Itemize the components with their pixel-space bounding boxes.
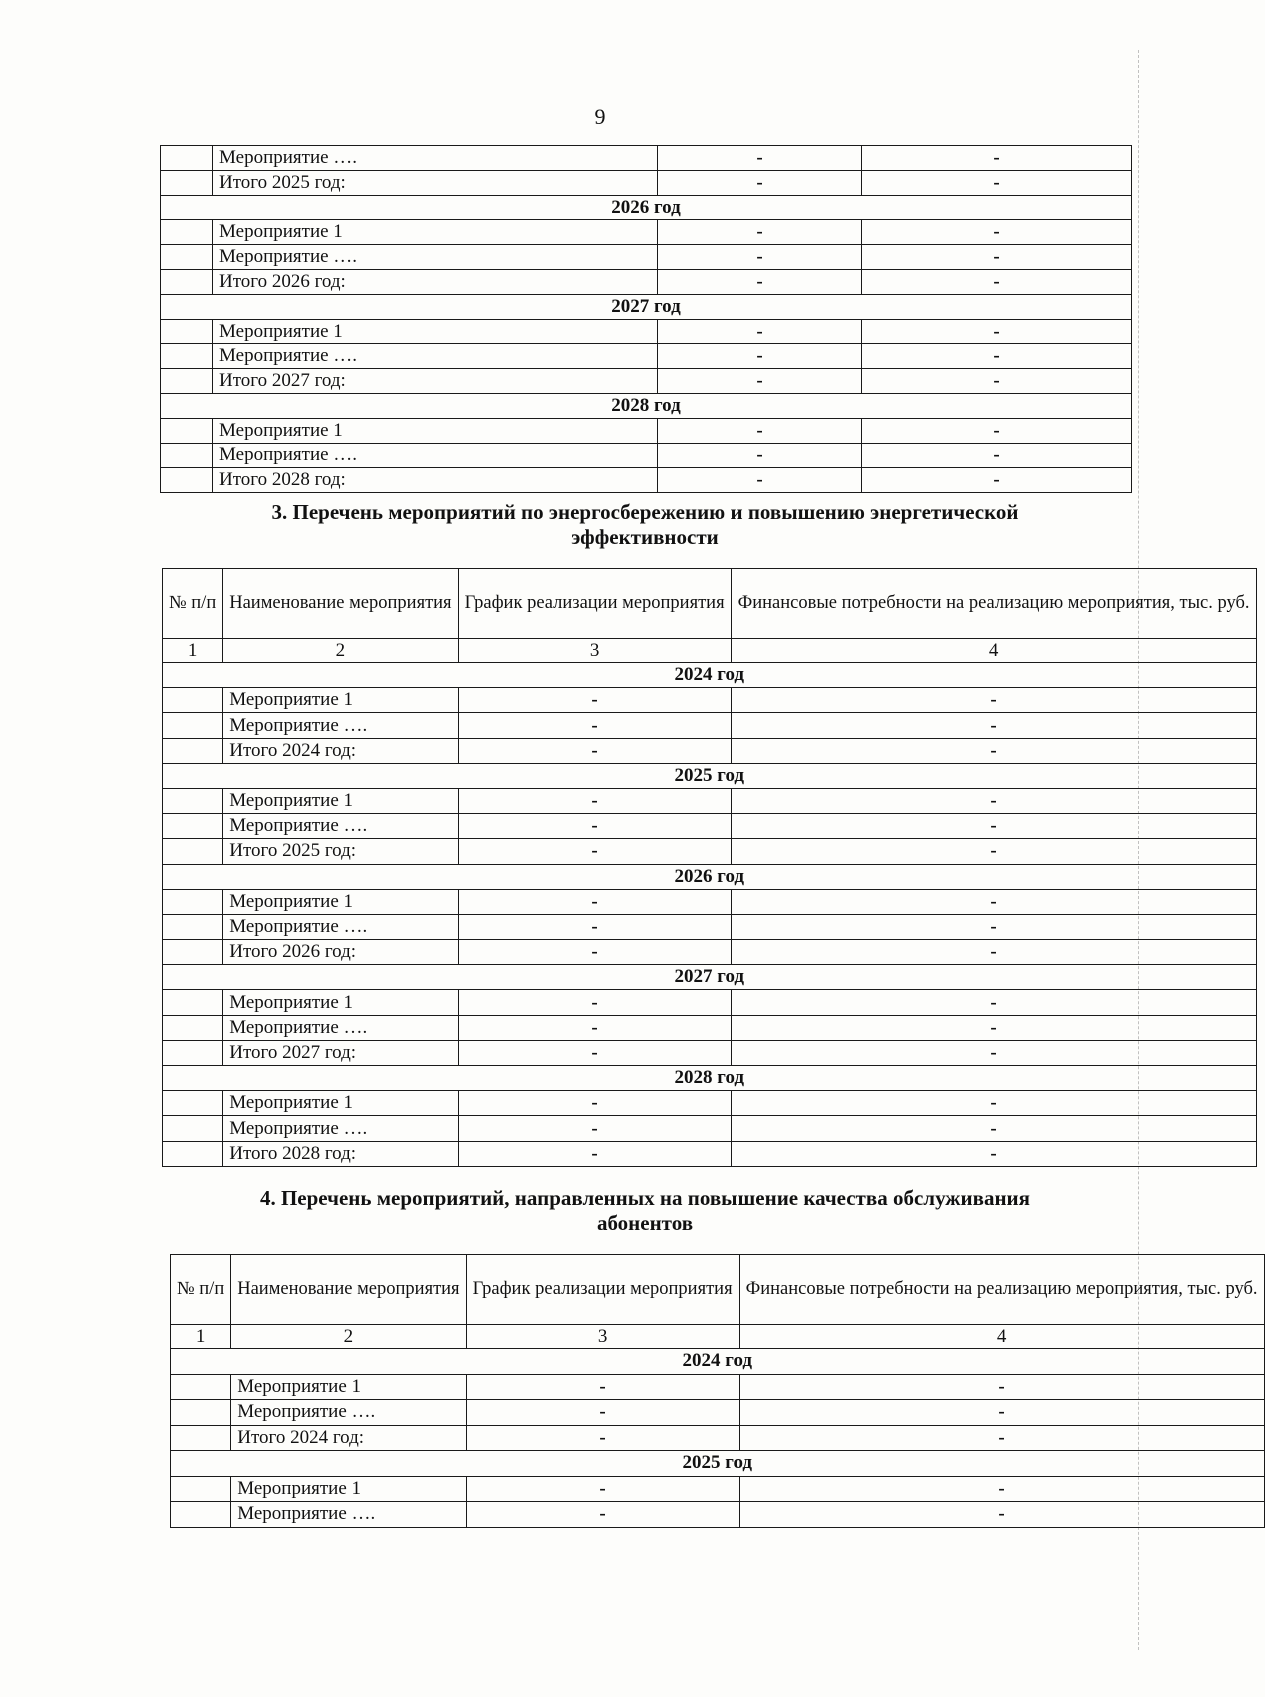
- total-label: Итого 2027 год:: [213, 369, 658, 394]
- total-label: Итого 2028 год:: [223, 1141, 458, 1166]
- year-label: 2027 год: [163, 965, 1257, 990]
- schedule-cell: -: [458, 1091, 731, 1116]
- schedule-cell: -: [658, 344, 862, 369]
- row-number-cell: [163, 814, 223, 839]
- activity-name: Мероприятие ….: [213, 245, 658, 270]
- schedule-cell: -: [658, 369, 862, 394]
- row-number-cell: [163, 1091, 223, 1116]
- schedule-cell: -: [458, 814, 731, 839]
- activity-name: Мероприятие 1: [213, 319, 658, 344]
- finance-cell: -: [862, 220, 1132, 245]
- total-label: Итого 2024 год:: [223, 738, 458, 763]
- year-label: 2024 год: [163, 663, 1257, 688]
- activity-name: Мероприятие ….: [213, 443, 658, 468]
- activity-name: Мероприятие ….: [223, 814, 458, 839]
- header-name: Наименование мероприятия: [231, 1255, 466, 1325]
- activity-name: Мероприятие 1: [213, 418, 658, 443]
- row-number-cell: [161, 468, 213, 493]
- year-header-row: [161, 294, 1132, 319]
- row-number-cell: [171, 1374, 231, 1400]
- total-row: [163, 940, 1257, 965]
- row-number-cell: [161, 269, 213, 294]
- row-number-cell: [163, 1015, 223, 1040]
- year-header-row: [163, 965, 1257, 990]
- schedule-cell: -: [658, 418, 862, 443]
- row-number-cell: [161, 418, 213, 443]
- total-row: [163, 839, 1257, 864]
- finance-cell: -: [731, 1116, 1256, 1141]
- finance-cell: -: [731, 839, 1256, 864]
- row-number-cell: [163, 788, 223, 813]
- year-label: 2026 год: [163, 864, 1257, 889]
- schedule-cell: -: [458, 889, 731, 914]
- activity-name: Мероприятие 1: [231, 1476, 466, 1502]
- year-label: 2027 год: [161, 294, 1132, 319]
- finance-cell: -: [731, 738, 1256, 763]
- total-label: Итого 2026 год:: [213, 269, 658, 294]
- finance-cell: -: [731, 914, 1256, 939]
- activity-name: Мероприятие ….: [213, 146, 658, 171]
- year-label: 2024 год: [171, 1349, 1265, 1375]
- header-number: № п/п: [171, 1255, 231, 1325]
- table-row: [163, 1015, 1257, 1040]
- table-header-row: [171, 1255, 1265, 1325]
- activity-name: Мероприятие ….: [231, 1400, 466, 1426]
- activity-name: Мероприятие 1: [223, 1091, 458, 1116]
- year-header-row: [161, 195, 1132, 220]
- row-number-cell: [163, 889, 223, 914]
- activity-name: Мероприятие ….: [231, 1502, 466, 1528]
- table-row: [171, 1476, 1265, 1502]
- finance-cell: -: [731, 713, 1256, 738]
- finance-cell: -: [731, 1091, 1256, 1116]
- finance-cell: -: [731, 1015, 1256, 1040]
- finance-cell: -: [862, 319, 1132, 344]
- finance-cell: -: [862, 344, 1132, 369]
- table-row: [161, 443, 1132, 468]
- row-number-cell: [163, 1040, 223, 1065]
- finance-cell: -: [731, 990, 1256, 1015]
- schedule-cell: -: [458, 788, 731, 813]
- column-number: 2: [231, 1325, 466, 1349]
- table-row: [163, 889, 1257, 914]
- year-label: 2028 год: [163, 1066, 1257, 1091]
- row-number-cell: [163, 1116, 223, 1141]
- schedule-cell: -: [466, 1425, 739, 1451]
- activity-name: Мероприятие 1: [223, 788, 458, 813]
- table-row: [161, 245, 1132, 270]
- page-number: 9: [594, 104, 606, 129]
- row-number-cell: [171, 1502, 231, 1528]
- row-number-cell: [161, 369, 213, 394]
- activity-name: Мероприятие 1: [213, 220, 658, 245]
- schedule-cell: -: [466, 1502, 739, 1528]
- year-label: 2026 год: [161, 195, 1132, 220]
- schedule-cell: -: [466, 1400, 739, 1426]
- finance-cell: -: [731, 940, 1256, 965]
- row-number-cell: [161, 245, 213, 270]
- header-finance: Финансовые потребности на реализацию мероприятия, тыс. руб.: [731, 569, 1256, 639]
- year-header-row: [161, 393, 1132, 418]
- total-row: [163, 738, 1257, 763]
- row-number-cell: [171, 1400, 231, 1426]
- total-row: [163, 1141, 1257, 1166]
- schedule-cell: -: [458, 1015, 731, 1040]
- table-row: [163, 688, 1257, 713]
- continuation-table: [160, 145, 1132, 493]
- finance-cell: -: [731, 814, 1256, 839]
- finance-cell: -: [739, 1374, 1264, 1400]
- schedule-cell: -: [658, 245, 862, 270]
- finance-cell: -: [862, 468, 1132, 493]
- section-4-title: [150, 1186, 1140, 1236]
- finance-cell: -: [731, 889, 1256, 914]
- schedule-cell: -: [658, 170, 862, 195]
- row-number-cell: [163, 940, 223, 965]
- year-header-row: [163, 763, 1257, 788]
- column-number: 4: [731, 639, 1256, 663]
- row-number-cell: [163, 738, 223, 763]
- row-number-cell: [163, 713, 223, 738]
- table-header-row: [163, 569, 1257, 639]
- schedule-cell: -: [458, 839, 731, 864]
- activity-name: Мероприятие 1: [223, 889, 458, 914]
- table-row: [163, 1116, 1257, 1141]
- column-number: 2: [223, 639, 458, 663]
- year-header-row: [163, 1066, 1257, 1091]
- section-4-title-line-1: 4. Перечень мероприятий, направленных на повышение качества обслуживания: [259, 1186, 1031, 1210]
- activity-name: Мероприятие ….: [223, 713, 458, 738]
- finance-cell: -: [862, 418, 1132, 443]
- activity-name: Мероприятие 1: [223, 688, 458, 713]
- finance-cell: -: [862, 269, 1132, 294]
- finance-cell: -: [731, 1141, 1256, 1166]
- total-row: [161, 170, 1132, 195]
- row-number-cell: [163, 1141, 223, 1166]
- finance-cell: -: [731, 688, 1256, 713]
- finance-cell: -: [731, 788, 1256, 813]
- year-header-row: [171, 1451, 1265, 1477]
- row-number-cell: [161, 319, 213, 344]
- schedule-cell: -: [458, 990, 731, 1015]
- activity-name: Мероприятие ….: [223, 1116, 458, 1141]
- schedule-cell: -: [458, 1141, 731, 1166]
- header-finance: Финансовые потребности на реализацию мероприятия, тыс. руб.: [739, 1255, 1264, 1325]
- column-number-row: [163, 639, 1257, 663]
- column-number: 4: [739, 1325, 1264, 1349]
- year-header-row: [163, 663, 1257, 688]
- table-row: [163, 713, 1257, 738]
- total-row: [161, 468, 1132, 493]
- finance-cell: -: [739, 1425, 1264, 1451]
- total-label: Итого 2026 год:: [223, 940, 458, 965]
- table-row: [161, 344, 1132, 369]
- finance-cell: -: [862, 245, 1132, 270]
- table-row: [171, 1502, 1265, 1528]
- table-row: [161, 319, 1132, 344]
- finance-cell: -: [862, 369, 1132, 394]
- schedule-cell: -: [458, 940, 731, 965]
- row-number-cell: [161, 146, 213, 171]
- header-number: № п/п: [163, 569, 223, 639]
- row-number-cell: [161, 170, 213, 195]
- total-label: Итого 2027 год:: [223, 1040, 458, 1065]
- row-number-cell: [163, 688, 223, 713]
- header-schedule: График реализации мероприятия: [466, 1255, 739, 1325]
- activity-name: Мероприятие 1: [231, 1374, 466, 1400]
- schedule-cell: -: [658, 146, 862, 171]
- finance-cell: -: [862, 146, 1132, 171]
- continuation-table-block: [160, 145, 1132, 493]
- schedule-cell: -: [466, 1374, 739, 1400]
- schedule-cell: -: [458, 1040, 731, 1065]
- activity-name: Мероприятие ….: [223, 914, 458, 939]
- year-label: 2025 год: [163, 763, 1257, 788]
- column-number: 1: [171, 1325, 231, 1349]
- total-row: [163, 1040, 1257, 1065]
- year-header-row: [171, 1349, 1265, 1375]
- total-label: Итого 2025 год:: [223, 839, 458, 864]
- table-row: [161, 418, 1132, 443]
- total-label: Итого 2024 год:: [231, 1425, 466, 1451]
- finance-cell: -: [731, 1040, 1256, 1065]
- column-number: 1: [163, 639, 223, 663]
- column-number-row: [171, 1325, 1265, 1349]
- schedule-cell: -: [658, 468, 862, 493]
- table-row: [163, 788, 1257, 813]
- row-number-cell: [161, 220, 213, 245]
- section-3-title-line-1: 3. Перечень мероприятий по энергосбережению и повышению энергетической: [271, 500, 1019, 524]
- table-row: [171, 1374, 1265, 1400]
- schedule-cell: -: [466, 1476, 739, 1502]
- schedule-cell: -: [658, 443, 862, 468]
- finance-cell: -: [739, 1476, 1264, 1502]
- activity-name: Мероприятие 1: [223, 990, 458, 1015]
- schedule-cell: -: [458, 738, 731, 763]
- section-4-title-line-2: абонентов: [596, 1211, 694, 1236]
- column-number: 3: [458, 639, 731, 663]
- table-row: [161, 220, 1132, 245]
- year-label: 2025 год: [171, 1451, 1265, 1477]
- total-row: [161, 269, 1132, 294]
- total-label: Итого 2028 год:: [213, 468, 658, 493]
- year-header-row: [163, 864, 1257, 889]
- schedule-cell: -: [458, 688, 731, 713]
- activity-name: Мероприятие ….: [213, 344, 658, 369]
- schedule-cell: -: [458, 1116, 731, 1141]
- section-4-table: [170, 1254, 1265, 1528]
- header-schedule: График реализации мероприятия: [458, 569, 731, 639]
- section-3-table: [162, 568, 1257, 1167]
- schedule-cell: -: [658, 269, 862, 294]
- section-3-table-block: [162, 568, 1257, 1167]
- section-4-table-block: [170, 1254, 1265, 1528]
- total-row: [161, 369, 1132, 394]
- finance-cell: -: [739, 1400, 1264, 1426]
- section-3-title-line-2: эффективности: [571, 525, 719, 550]
- row-number-cell: [171, 1425, 231, 1451]
- schedule-cell: -: [658, 319, 862, 344]
- finance-cell: -: [862, 170, 1132, 195]
- total-label: Итого 2025 год:: [213, 170, 658, 195]
- row-number-cell: [163, 914, 223, 939]
- row-number-cell: [163, 839, 223, 864]
- row-number-cell: [161, 443, 213, 468]
- table-row: [163, 814, 1257, 839]
- finance-cell: -: [862, 443, 1132, 468]
- row-number-cell: [163, 990, 223, 1015]
- table-row: [163, 990, 1257, 1015]
- finance-cell: -: [739, 1502, 1264, 1528]
- table-row: [163, 914, 1257, 939]
- row-number-cell: [171, 1476, 231, 1502]
- schedule-cell: -: [458, 914, 731, 939]
- header-name: Наименование мероприятия: [223, 569, 458, 639]
- total-row: [171, 1425, 1265, 1451]
- schedule-cell: -: [658, 220, 862, 245]
- section-3-title: [150, 500, 1140, 550]
- activity-name: Мероприятие ….: [223, 1015, 458, 1040]
- column-number: 3: [466, 1325, 739, 1349]
- row-number-cell: [161, 344, 213, 369]
- year-label: 2028 год: [161, 393, 1132, 418]
- table-row: [163, 1091, 1257, 1116]
- table-row: [161, 146, 1132, 171]
- schedule-cell: -: [458, 713, 731, 738]
- table-row: [171, 1400, 1265, 1426]
